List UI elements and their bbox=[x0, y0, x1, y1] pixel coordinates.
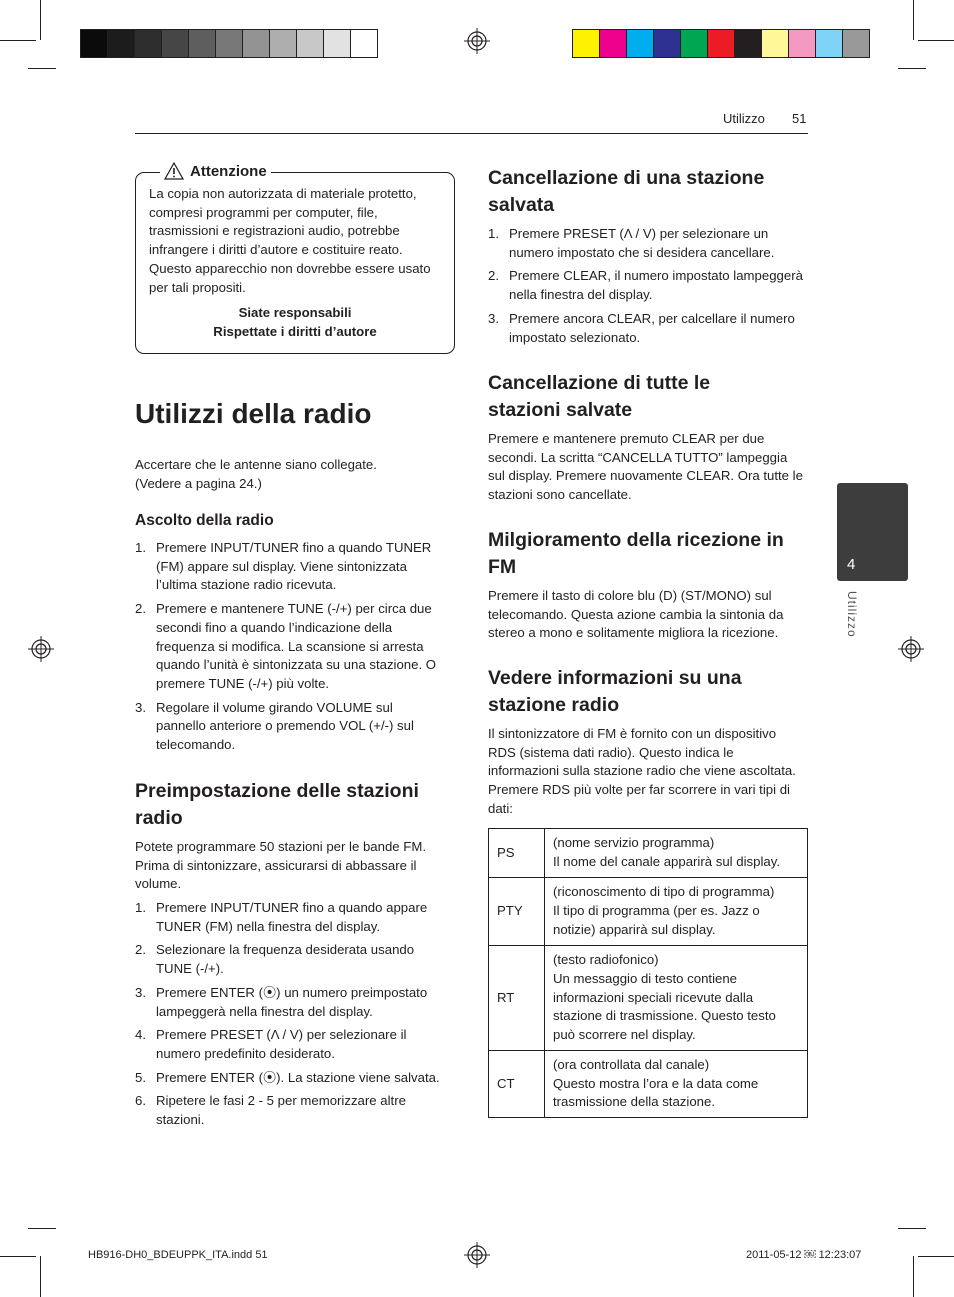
rds-description bbox=[545, 946, 808, 1051]
caution-text: La copia non autorizzata di materiale protetto, compresi programmi per computer, file, trasmissioni e registrazioni audio, potrebbe infrangere i diritti d’autore e costituire reato. Questo apparecchio non dovrebbe essere usato per tali propositi. bbox=[149, 186, 431, 295]
header-rule bbox=[135, 133, 808, 134]
step-item: 3. Premere ancora CLEAR, per calcellare il numero impostato selezionato. bbox=[488, 310, 795, 345]
chapter-number: 4 bbox=[847, 556, 856, 573]
preimpostazione-intro: Potete programmare 50 stazioni per le bande FM. Prima di sintonizzare, assicurarsi di abbassare il volume. bbox=[135, 839, 427, 892]
step-item: 3. Premere ENTER (⦿) un numero preimpostato lampeggerà nella finestra del display. bbox=[135, 984, 428, 1019]
section-heading-informazioni: Vedere informazioni su una stazione radio bbox=[488, 667, 742, 716]
step-text: Premere INPUT/TUNER fino a quando TUNER (FM) appare sul display. Viene sintonizzata l’ultima stazione radio ricevuta. bbox=[156, 540, 432, 593]
table-row bbox=[489, 1051, 808, 1118]
rds-description-line: (riconoscimento di tipo di programma) bbox=[553, 884, 775, 900]
crop-mark bbox=[913, 0, 914, 40]
color-swatch bbox=[297, 30, 324, 57]
table-row bbox=[489, 829, 808, 878]
registration-mark-icon bbox=[28, 636, 54, 662]
crop-mark bbox=[0, 1256, 36, 1257]
step-text: Premere PRESET (Λ / V) per selezionare un numero impostato che si desidera cancellare. bbox=[509, 226, 775, 260]
crop-mark bbox=[913, 1256, 914, 1297]
color-swatch bbox=[843, 30, 869, 57]
step-item: 2. Premere e mantenere TUNE (-/+) per circa due secondi fino a quando l’indicazione della frequenza si modifica. La scansione si arresta quando l’unità è sintonizzata su una stazione. O premere TUNE (-/+) più volte. bbox=[135, 601, 437, 691]
color-swatch bbox=[162, 30, 189, 57]
color-swatch bbox=[708, 30, 735, 57]
steps-preimpostazione bbox=[135, 899, 440, 1135]
rds-code: RT bbox=[489, 946, 545, 1051]
step-text: Premere e mantenere TUNE (-/+) per circa due secondi fino a quando l’indicazione della frequenza si modifica. La scansione si arresta quando l’unità è sintonizzata su una stazione. O premere TUNE (-/+) più volte. bbox=[156, 601, 437, 691]
crop-mark bbox=[40, 1256, 41, 1297]
crop-mark bbox=[918, 40, 954, 41]
color-swatch bbox=[351, 30, 377, 57]
informazioni-text: Il sintonizzatore di FM è fornito con un dispositivo RDS (sistema dati radio). Questo indica le informazioni sulla stazione radio che viene ascoltata. Premere RDS più volte per far scorrere in vari tipi di dati: bbox=[488, 726, 796, 816]
color-swatch bbox=[108, 30, 135, 57]
color-swatch bbox=[735, 30, 762, 57]
crop-mark bbox=[918, 1256, 954, 1257]
intro-text: Accertare che le antenne siano collegate. (Vedere a pagina 24.) bbox=[135, 457, 377, 491]
color-swatch bbox=[216, 30, 243, 57]
step-item: 2. Selezionare la frequenza desiderata usando TUNE (-/+). bbox=[135, 942, 415, 977]
step-text: Premere ancora CLEAR, per calcellare il numero impostato selezionato. bbox=[509, 310, 795, 345]
step-text: Premere ENTER (⦿) un numero preimpostato lampeggerà nella finestra del display. bbox=[156, 984, 428, 1019]
color-swatch bbox=[81, 30, 108, 57]
step-item: 1. Premere INPUT/TUNER fino a quando TUNER (FM) appare sul display. Viene sintonizzata l’ultima stazione radio ricevuta. bbox=[135, 540, 432, 593]
rds-description bbox=[545, 829, 808, 878]
color-swatch bbox=[816, 30, 843, 57]
cancellazione-tutte-text: Premere e mantenere premuto CLEAR per due secondi. La scritta “CANCELLA TUTTO” lampeggia sul display. Premere nuovamente CLEAR. Ora tutte le stazioni sono cancellate. bbox=[488, 431, 803, 503]
color-swatch bbox=[627, 30, 654, 57]
crop-mark bbox=[898, 1228, 926, 1229]
section-heading-miglioramento: Milgioramento della ricezione in FM bbox=[488, 529, 784, 578]
slug-filename: HB916-DH0_BDEUPPK_ITA.indd 51 bbox=[88, 1249, 268, 1261]
color-swatch bbox=[270, 30, 297, 57]
color-swatch bbox=[573, 30, 600, 57]
rds-description bbox=[545, 878, 808, 946]
rds-data-table bbox=[488, 828, 808, 1118]
rds-code: PS bbox=[489, 829, 545, 878]
page-title: Utilizzi della radio bbox=[135, 398, 372, 429]
steps-cancellazione-una bbox=[488, 225, 806, 352]
registration-mark-icon bbox=[464, 28, 490, 54]
step-item: 1. Premere INPUT/TUNER fino a quando appare TUNER (FM) nella finestra del display. bbox=[135, 900, 428, 934]
step-text: Regolare il volume girando VOLUME sul pannello anteriore o premendo VOL (+/-) sul telecomando. bbox=[156, 699, 414, 753]
caution-header bbox=[160, 162, 271, 180]
step-text: Premere INPUT/TUNER fino a quando appare TUNER (FM) nella finestra del display. bbox=[156, 900, 428, 934]
color-swatch bbox=[324, 30, 351, 57]
rds-description-line: (testo radiofonico) bbox=[553, 952, 659, 968]
step-item: 4. Premere PRESET (Λ / V) per selezionare il numero predefinito desiderato. bbox=[135, 1027, 407, 1061]
color-swatch bbox=[600, 30, 627, 57]
grayscale-color-bar bbox=[80, 29, 378, 58]
color-swatch bbox=[681, 30, 708, 57]
miglioramento-text: Premere il tasto di colore blu (D) (ST/MONO) sul telecomando. Questa azione cambia la sintonia da stereo a mono e solitamente migliora la ricezione. bbox=[488, 588, 784, 641]
rds-description-line: (ora controllata dal canale) bbox=[553, 1057, 710, 1072]
process-color-bar bbox=[572, 29, 870, 58]
warning-triangle-icon bbox=[164, 162, 184, 180]
caution-footer bbox=[136, 303, 454, 341]
crop-mark bbox=[0, 40, 36, 41]
step-text: Premere ENTER (⦿). La stazione viene salvata. bbox=[156, 1069, 440, 1085]
step-text: Selezionare la frequenza desiderata usando TUNE (-/+). bbox=[156, 942, 415, 977]
table-row bbox=[489, 946, 808, 1051]
chapter-label: Utilizzo bbox=[845, 591, 859, 638]
registration-mark-icon bbox=[464, 1242, 490, 1268]
section-heading-cancellazione-una: Cancellazione di una stazione salvata bbox=[488, 167, 765, 216]
step-item: 6. Ripetere le fasi 2 - 5 per memorizzare altre stazioni. bbox=[135, 1093, 406, 1128]
rds-code: CT bbox=[489, 1051, 545, 1118]
section-heading-ascolto: Ascolto della radio bbox=[135, 512, 274, 529]
color-swatch bbox=[654, 30, 681, 57]
step-item: 1. Premere PRESET (Λ / V) per selezionare un numero impostato che si desidera cancellare. bbox=[488, 226, 775, 260]
color-swatch bbox=[789, 30, 816, 57]
page-number: 51 bbox=[792, 111, 807, 126]
crop-mark bbox=[40, 0, 41, 40]
rds-description-line: Il nome del canale apparirà sul display. bbox=[553, 854, 781, 869]
rds-description-line: (nome servizio programma) bbox=[553, 835, 715, 851]
color-swatch bbox=[243, 30, 270, 57]
rds-description-line: Un messaggio di testo contiene informazioni speciali ricevute dalla stazione di trasmissione. Questo testo può scorrere nel display. bbox=[553, 970, 776, 1043]
step-item: 5. Premere ENTER (⦿). La stazione viene salvata. bbox=[135, 1069, 440, 1085]
slug-date: 2011-05-12 ￼ 12:23:07 bbox=[746, 1249, 862, 1261]
table-row bbox=[489, 878, 808, 946]
section-heading-cancellazione-tutte: Cancellazione di tutte le stazioni salvate bbox=[488, 372, 711, 421]
section-heading-preimpostazione: Preimpostazione delle stazioni radio bbox=[135, 780, 419, 829]
rds-description bbox=[545, 1051, 808, 1118]
step-text: Ripetere le fasi 2 - 5 per memorizzare altre stazioni. bbox=[156, 1093, 406, 1128]
crop-mark bbox=[28, 68, 56, 69]
crop-mark bbox=[28, 1228, 56, 1229]
color-swatch bbox=[762, 30, 789, 57]
caution-footer-line: Siate responsabili bbox=[238, 305, 352, 320]
caution-title: Attenzione bbox=[190, 162, 267, 180]
rds-code: PTY bbox=[489, 878, 545, 946]
rds-description-line: Il tipo di programma (per es. Jazz o notizie) apparirà sul display. bbox=[553, 903, 760, 937]
registration-mark-icon bbox=[898, 636, 924, 662]
caution-footer-line: Rispettate i diritti d’autore bbox=[213, 324, 377, 339]
step-text: Premere CLEAR, il numero impostato lampeggerà nella finestra del display. bbox=[509, 268, 803, 303]
running-header-section: Utilizzo bbox=[723, 111, 765, 126]
color-swatch bbox=[189, 30, 216, 57]
crop-mark bbox=[898, 68, 926, 69]
steps-ascolto bbox=[135, 539, 440, 760]
step-item: 3. Regolare il volume girando VOLUME sul pannello anteriore o premendo VOL (+/-) sul telecomando. bbox=[135, 699, 414, 753]
rds-description-line: Questo mostra l’ora e la data come trasmissione della stazione. bbox=[553, 1075, 759, 1110]
step-item: 2. Premere CLEAR, il numero impostato lampeggerà nella finestra del display. bbox=[488, 268, 803, 303]
step-text: Premere PRESET (Λ / V) per selezionare il numero predefinito desiderato. bbox=[156, 1027, 407, 1061]
color-swatch bbox=[135, 30, 162, 57]
